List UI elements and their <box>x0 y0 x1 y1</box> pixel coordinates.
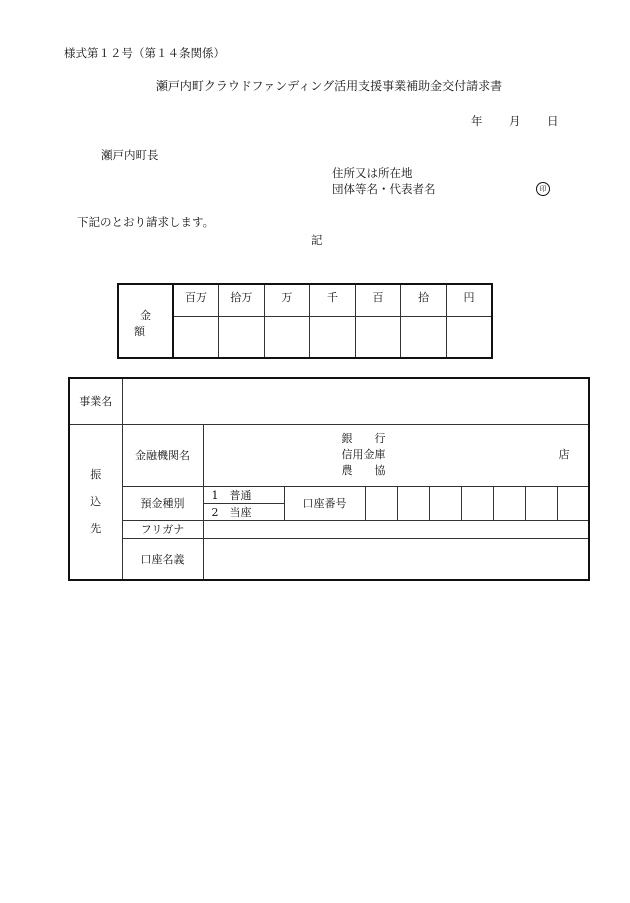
project-name-field[interactable] <box>122 378 589 424</box>
form-number: 様式第１２号（第１４条関係） <box>64 46 225 60</box>
institution-row <box>69 424 589 486</box>
unit-cell: 千 <box>310 284 356 317</box>
unit-cell: 拾 <box>401 284 447 317</box>
amount-label: 金額 <box>134 309 163 338</box>
unit-cell: 万 <box>264 284 310 317</box>
deposit-type-ordinary[interactable]: 1 普通 <box>203 486 284 503</box>
institution-field[interactable] <box>203 424 589 486</box>
amount-digit-field[interactable] <box>173 317 219 359</box>
unit-cell: 百万 <box>173 284 219 317</box>
addressee: 瀬戸内町長 <box>101 148 159 162</box>
account-holder-row <box>69 538 589 580</box>
amount-table <box>117 283 493 359</box>
furigana-label: フリガナ <box>122 520 203 538</box>
amount-digit-field[interactable] <box>446 317 492 359</box>
institution-label: 金融機関名 <box>122 424 203 486</box>
account-digit-field[interactable] <box>557 486 589 520</box>
ki-marker: 記 <box>311 233 323 247</box>
transfer-label-cell <box>69 424 122 580</box>
project-row <box>69 378 589 424</box>
account-digit-field[interactable] <box>493 486 525 520</box>
transfer-label-char: 先 <box>90 522 102 536</box>
unit-cell: 百 <box>355 284 401 317</box>
furigana-field[interactable] <box>203 520 589 538</box>
unit-cell: 円 <box>446 284 492 317</box>
amount-digit-field[interactable] <box>264 317 310 359</box>
bank-type-shinkin: 信用金庫 <box>341 447 386 461</box>
furigana-row <box>69 520 589 538</box>
address-label: 住所又は所在地 <box>332 166 413 180</box>
bank-type-nokyo: 農 協 <box>341 463 386 477</box>
amount-value-row <box>118 317 492 359</box>
date-day-label: 日 <box>547 114 559 128</box>
representative-label: 団体等名・代表者名 <box>332 182 436 196</box>
amount-digit-field[interactable] <box>401 317 447 359</box>
account-holder-field[interactable] <box>203 538 589 580</box>
amount-digit-field[interactable] <box>310 317 356 359</box>
project-name-label: 事業名 <box>69 378 122 424</box>
deposit-type-label: 預金種別 <box>122 486 203 520</box>
account-digit-field[interactable] <box>365 486 397 520</box>
date-year-label: 年 <box>471 114 483 128</box>
deposit-row-1 <box>69 486 589 503</box>
amount-unit-row <box>118 284 492 317</box>
amount-digit-field[interactable] <box>219 317 265 359</box>
document-title: 瀬戸内町クラウドファンディング活用支援事業補助金交付請求書 <box>155 79 503 93</box>
date-month-label: 月 <box>509 114 521 128</box>
transfer-label-char: 込 <box>90 495 102 509</box>
account-digit-field[interactable] <box>525 486 557 520</box>
transfer-label-char: 振 <box>90 468 102 482</box>
amount-digit-field[interactable] <box>355 317 401 359</box>
account-digit-field[interactable] <box>461 486 493 520</box>
account-digit-field[interactable] <box>429 486 461 520</box>
account-number-label: 口座番号 <box>284 486 365 520</box>
request-text: 下記のとおり請求します。 <box>77 215 215 229</box>
deposit-type-current[interactable]: 2 当座 <box>203 503 284 520</box>
account-digit-field[interactable] <box>397 486 429 520</box>
amount-label-cell <box>118 284 173 358</box>
branch-suffix: 店 <box>558 447 570 461</box>
seal-icon: 印 <box>536 182 550 196</box>
bank-type-bank: 銀 行 <box>341 431 386 445</box>
account-holder-label: 口座名義 <box>122 538 203 580</box>
unit-cell: 拾万 <box>219 284 265 317</box>
bank-transfer-table <box>68 377 590 581</box>
